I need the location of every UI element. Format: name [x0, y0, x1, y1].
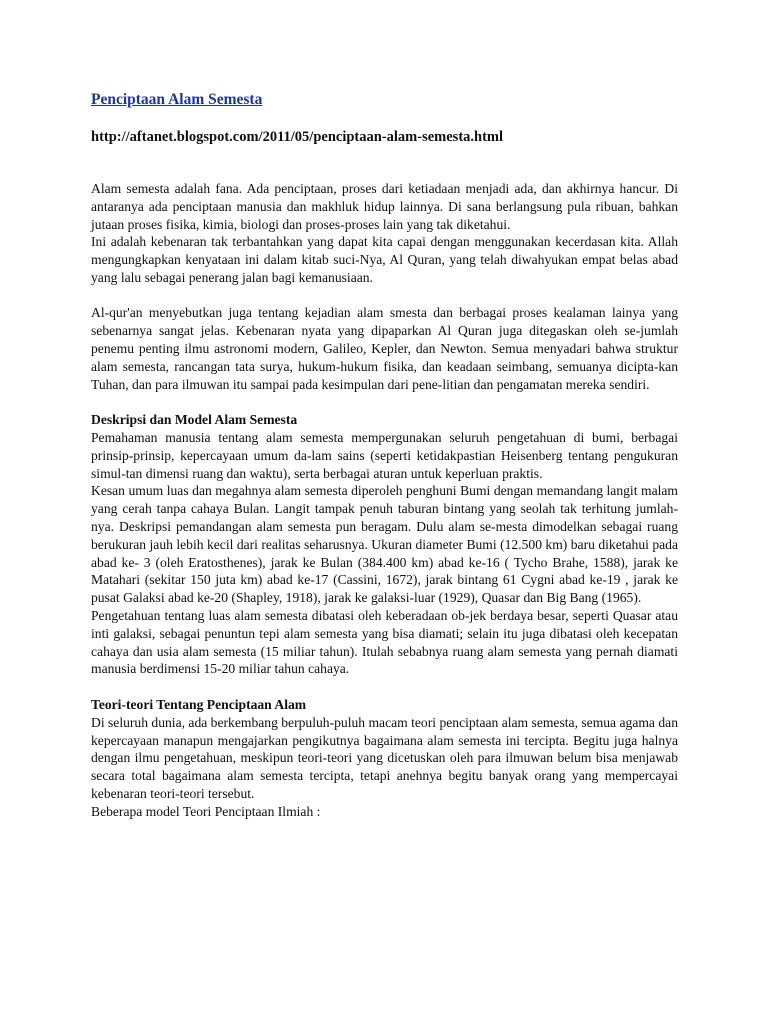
intro-paragraph-2: Ini adalah kebenaran tak terbantahkan yang dapat kita capai dengan menggunakan kecerdasan kita. Allah mengungkapkan kenyataan ini dalam kitab suci-Nya, Al Quran, yang telah diwahyukan empat belas abad yang lalu sebagai penerang jalan bagi kemanusiaan.: [91, 234, 678, 285]
document-title-link[interactable]: Penciptaan Alam Semesta: [91, 91, 263, 108]
document-page: [91, 88, 678, 820]
teori-paragraph-1: Di seluruh dunia, ada berkembang berpuluh-puluh macam teori penciptaan alam semesta, semua agama dan kepercayaan manapun mengajarkan pengikutnya bagaimana alam semesta ini tercipta. Begitu juga halnya dengan ilmu pengetahuan, meskipun teori-teori yang dicetuskan oleh para ilmuwan belum bisa menjawab secara total bagaimana alam semesta tercipta, tetapi anehnya begitu banyak orang yang mempercayai kebenaran teori-teori tersebut.: [91, 714, 678, 801]
deskripsi-paragraph-3: Pengetahuan tentang luas alam semesta dibatasi oleh keberadaan ob-jek berdaya besar, seperti Quasar atau inti galaksi, sebagai penuntun tepi alam semesta yang bisa diamati; selain itu juga dibatasi oleh kecepatan cahaya dan usia alam semesta (15 miliar tahun). Itulah sebabnya ruang alam semesta yang pernah diamati manusia berdimensi 15-20 miliar tahun cahaya.: [91, 607, 678, 677]
intro-paragraph-1: Alam semesta adalah fana. Ada penciptaan, proses dari ketiadaan menjadi ada, dan akhirnya hancur. Di antaranya ada penciptaan manusia dan makhluk hidup lainnya. Di sana berlangsung pula ribuan, bahkan jutaan proses fisika, kimia, biologi dan proses-proses lain yang tak diketahui.: [91, 181, 678, 232]
quran-paragraph: Al-qur'an menyebutkan juga tentang kejadian alam smesta dan berbagai proses kealaman lainya yang sebenarnya sangat jelas. Kebenaran nyata yang dipaparkan Al Quran juga ditegaskan oleh se-jumlah penemu penting ilmu astronomi modern, Galileo, Kepler, dan Newton. Semua menyadari bahwa struktur alam semesta, rancangan tata surya, hukum-hukum fisika, dan keadaan seimbang, semuanya dicipta-kan Tuhan, dan para ilmuwan itu sampai pada kesimpulan dari pene-litian dan pengamatan mereka sendiri.: [91, 305, 678, 392]
section-heading-teori: Teori-teori Tentang Penciptaan Alam: [91, 696, 307, 712]
deskripsi-paragraph-1: Pemahaman manusia tentang alam semesta mempergunakan seluruh pengetahuan di bumi, berbagai prinsip-prinsip, kepercayaan umum da-lam sains (seperti ketidakpastian Heisenberg tentang pengukuran simul-tan dimensi ruang dan waktu), serta berbagai aturan untuk keperluan praktis.: [91, 429, 678, 481]
teori-paragraph-2: Beberapa model Teori Penciptaan Ilmiah :: [91, 803, 321, 819]
deskripsi-paragraph-2: Kesan umum luas dan megahnya alam semesta diperoleh penghuni Bumi dengan memandang langit malam yang cerah tanpa cahaya Bulan. Langit tampak penuh taburan bintang yang seolah tak terhitung jumlah-nya. Deskripsi pemandangan alam semesta pun beragam. Dulu alam se-mesta dimodelkan sebagai ruang berukuran jauh lebih kecil dari realitas seharusnya. Ukuran diameter Bumi (12.500 km) baru diketahui pada abad ke- 3 (oleh Eratosthenes), jarak ke Bulan (384.400 km) abad ke-16 ( Tycho Brahe, 1588), jarak ke Matahari (sekitar 150 juta km) abad ke-17 (Cassini, 1672), jarak bintang 61 Cygni abad ke-19 , jarak ke pusat Galaksi abad ke-20 (Shapley, 1918), jarak ke galaksi-luar (1929), Quasar dan Big Bang (1965).: [91, 483, 678, 606]
source-url: http://aftanet.blogspot.com/2011/05/penciptaan-alam-semesta.html: [91, 129, 504, 145]
section-heading-deskripsi: Deskripsi dan Model Alam Semesta: [91, 412, 298, 428]
